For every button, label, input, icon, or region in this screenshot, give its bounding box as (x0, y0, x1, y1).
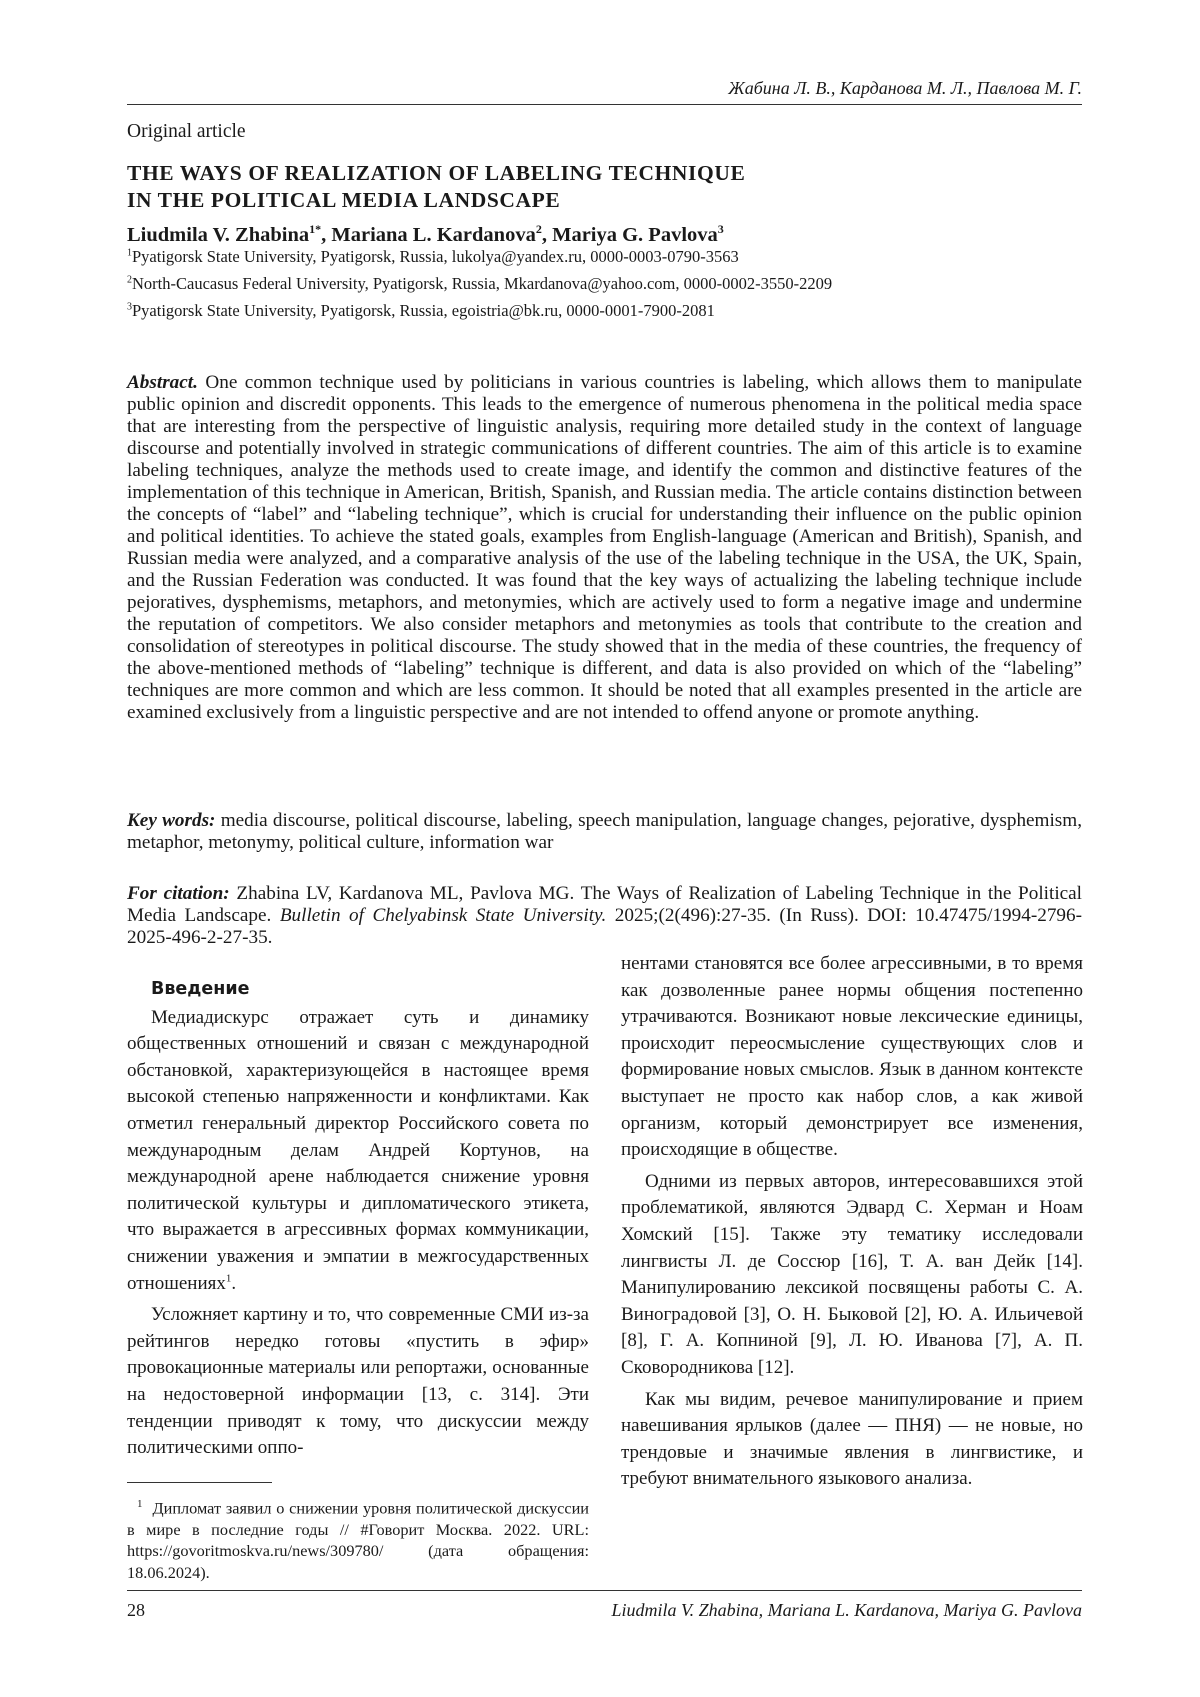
citation (127, 883, 1082, 949)
keywords-text: media discourse, political discourse, labeling, speech manipulation, language changes, pejorative, dysphemism, metaphor, metonymy, political culture, information war (127, 810, 1082, 853)
author-affiliation-mark: 2 (535, 222, 542, 237)
footnote (127, 1494, 589, 1583)
body-column-right (621, 951, 1083, 1493)
paragraph-text: Медиадискурс отражает суть и динамику общественных отношений и связан с международной обстановкой, характеризующейся в настоящее время высокой степенью напряженности и конфликтами. Как отметил генеральный директор Российского совета по международным делам Андрей Кортунов, на международной арене наблюдается снижение уровня политической культуры и дипломатического этикета, что выражается в агрессивных формах коммуникации, снижении уважения и эмпатии в межгосударственных отношениях (127, 1006, 589, 1294)
author-list: Liudmila V. Zhabina$^{1*}$, Mariana L. Kardanova$^2$, Mariya G. Pavlova$^3$ (127, 222, 724, 246)
body-paragraph: Как мы видим, речевое манипулирование и прием навешивания ярлыков (далее — ПНЯ) — не новые, но трендовые и значимые явления в лингвистике, и требуют внимательного языкового анализа. (621, 1388, 1083, 1490)
citation-journal: Bulletin of Chelyabinsk State University. (279, 905, 607, 926)
section-heading: Введение (151, 979, 250, 999)
author-name: Liudmila V. Zhabina (127, 224, 310, 246)
abstract-label: Abstract. (127, 372, 198, 393)
citation-text: Zhabina LV, Kardanova ML, Pavlova MG. The Ways of Realization of Labeling Technique in the Political Media Landscape. (127, 883, 1083, 926)
header-rule (127, 104, 1082, 105)
affiliation (127, 247, 739, 267)
title-line-2: IN THE POLITICAL MEDIA LANDSCAPE (127, 188, 561, 212)
body-paragraph: нентами становятся все более агрессивными, в то время как дозволенные ранее нормы общения постепенно утрачиваются. Возникают новые лексические единицы, происходит переосмысление существующих слов и формирование новых смыслов. Язык в данном контексте выступает не просто как набор слов, а как живой организм, который демонстрирует все изменения, происходящие в обществе. (621, 953, 1083, 1161)
running-head: Жабина Л. В., Карданова М. Л., Павлова М. Г. (728, 78, 1082, 98)
affiliation-text: Pyatigorsk State University, Pyatigorsk, Russia, lukolya@yandex.ru, 0000-0003-0790-3563 (132, 247, 739, 266)
body-paragraph: Усложняет картину и то, что современные СМИ из-за рейтингов нередко готовы «пустить в эфир» провокационные материалы или репортажи, основанные на недостоверной информации [13, с. 314]. Эти тенденции приводят к тому, что дискуссии между политическими оппо- (127, 1304, 589, 1459)
footnote-mark: 1 (137, 1498, 143, 1510)
page-number: 28 (127, 1600, 145, 1620)
footnote-text: Дипломат заявил о снижении уровня политической дискуссии в мире в последние годы // #Говорит Москва. 2022. URL: https://govoritmoskva.ru/news/309780/ (дата обращения: 18.06.2024). (127, 1498, 589, 1582)
article-title (127, 160, 1027, 214)
affiliation (127, 274, 832, 294)
footnote-ref: 1 (225, 1272, 232, 1285)
title-line-1: THE WAYS OF REALIZATION OF LABELING TECHNIQUE (127, 161, 746, 185)
article-type: Original article (127, 121, 246, 142)
body-paragraph: Медиадискурс отражает суть и динамику общественных отношений и связан с международной обстановкой, характеризующейся в настоящее время высокой степенью напряженности и конфликтами. Как отметил генеральный директор Российского совета по международным делам Андрей Кортунов, на международной арене наблюдается снижение уровня политической культуры и дипломатического этикета, что выражается в агрессивных формах коммуникации, снижении уважения и эмпатии в межгосударственных отношениях$^1$. (127, 1006, 589, 1294)
citation-text: 2025;(2(496):27-35. (In Russ). DOI: 10.47475/1994-2796-2025-496-2-27-35. (127, 905, 1082, 948)
citation-label: For citation: (127, 883, 230, 904)
affiliation-text: North-Caucasus Federal University, Pyatigorsk, Russia, Mkardanova@yahoo.com, 0000-0002-3550-2209 (132, 274, 833, 293)
author-affiliation-mark: 1* (309, 222, 322, 237)
abstract (127, 372, 1082, 724)
author-affiliation-mark: 3 (717, 222, 724, 237)
keywords-label: Key words: (127, 810, 216, 831)
affiliation-text: Pyatigorsk State University, Pyatigorsk, Russia, egoistria@bk.ru, 0000-0001-7900-2081 (132, 301, 715, 320)
footnote-rule (127, 1482, 272, 1483)
abstract-text: One common technique used by politicians in various countries is labeling, which allows them to manipulate public opinion and discredit opponents. This leads to the emergence of numerous phenomena in the political media space that are interesting from the perspective of linguistic analysis, requiring more detailed study in the context of language discourse and potentially involved in strategic communications of different countries. The aim of this article is to examine labeling techniques, analyze the methods used to create image, and identify the common and distinctive features of the implementation of this technique in American, British, Spanish, and Russian media. The article contains distinction between the concepts of “label” and “labeling technique”, which is crucial for understanding their influence on the public opinion and political identities. To achieve the stated goals, examples from English-language (American and British), Spanish, and Russian media were analyzed, and a comparative analysis of the use of the labeling technique in the USA, the UK, Spain, and the Russian Federation was conducted. It was found that the key ways of actualizing the labeling technique include pejoratives, dysphemisms, metaphors, and metonymies, which are actively used to form a negative image and undermine the reputation of competitors. We also consider metaphors and metonymies as tools that contribute to the creation and consolidation of stereotypes in political discourse. The study showed that in the media of these countries, the frequency of the above-mentioned methods of “labeling” technique is different, and data is also provided on which of the “labeling” techniques are more common and which are less common. It should be noted that all examples presented in the article are examined exclusively from a linguistic perspective and are not intended to offend anyone or promote anything. (127, 372, 1082, 723)
footer-rule (127, 1590, 1082, 1591)
affiliation-mark: 2 (127, 274, 132, 286)
affiliation-mark: 1 (127, 247, 132, 259)
body-column-left (127, 976, 589, 1462)
running-foot: Liudmila V. Zhabina, Mariana L. Kardanova, Mariya G. Pavlova (611, 1600, 1082, 1620)
keywords (127, 810, 1082, 854)
affiliation-mark: 3 (127, 301, 132, 313)
affiliation (127, 301, 715, 321)
body-paragraph: Одними из первых авторов, интересовавшихся этой проблематикой, являются Эдвард С. Херман и Ноам Хомский [15]. Также эту тематику исследовали лингвисты Л. де Соссюр [16], Т. А. ван Дейк [14]. Манипулированию лексикой посвящены работы С. А. Виноградовой [3], О. Н. Быковой [2], Ю. А. Ильичевой [8], Г. А. Копниной [9], Л. Ю. Иванова [7], А. П. Сковородникова [12]. (621, 1170, 1083, 1378)
author-name: Mariya G. Pavlova (552, 224, 718, 246)
author-name: Mariana L. Kardanova (331, 224, 536, 246)
